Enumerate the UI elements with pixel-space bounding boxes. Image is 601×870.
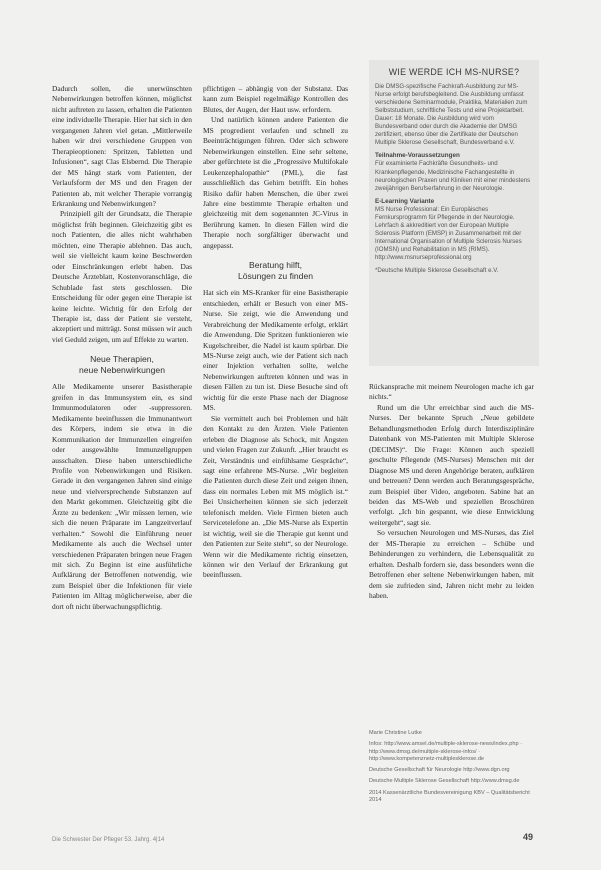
section-subheading — [52, 354, 192, 376]
info-box-section-text: MS Nurse Professional: Ein Europäisches Fernkursprogramm für Pflegende in der Neurologie. Lehrfach & akkreditiert von der European Multiple Sclerosis Platform (EMSP) in Zusammenarbeit mit der International Organisation of Multiple Sclerosis Nurses (IOMSN) und Rehabilitation in MS (RIMS). http://www.msnurseprofessional.org — [375, 205, 522, 261]
subheading-line: neue Nebenwirkungen — [78, 365, 165, 376]
info-links — [369, 741, 539, 763]
article-column-1 — [52, 84, 192, 612]
info-box-ms-nurse — [369, 60, 539, 366]
info-links-text: http://www.amsel.de/multiple-sklerose-news/index.php · http://www.dmsg.de/multiple-sklerose-infos/ · http://www.kompetenznetz-multiplesklerose.de — [369, 741, 522, 762]
body-paragraph: Rückansprache mit meinem Neurologen mache ich gar nichts.“ — [369, 382, 534, 402]
subheading-line: Lösungen zu finden — [237, 271, 314, 282]
info-box-title: WIE WERDE ICH MS-NURSE? — [388, 67, 520, 77]
body-paragraph: Dadurch sollen, die unerwünschten Nebenwirkungen betroffen können, möglichst nicht auftreten zu lassen, erhalten die Patienten eine individuelle Therapie. Hier hat sich in den vergangenen Jahren viel getan. „Mittlerweile haben wir drei verschiedene Gruppen von Therapieoptionen: Spritzen, Tabletten und Infusionen“, sagt Clas Elsbernd. Die Therapie der MS hängt stark vom Patienten, der Verlaufsform der MS und den Fragen der Patienten ab, mit welcher Therapie vorrangig Erkrankung und Nebenwirkungen? — [52, 84, 192, 208]
section-subheading — [203, 260, 348, 282]
body-paragraph: Prinzipiell gilt der Grundsatz, die Therapie möglichst früh beginnen. Gleichzeitig gibt es noch Patienten, die alles nicht wahrhaben möchten, eine Therapie ablehnen. Das auch, weil sie vielleicht kaum keine Beschwerden oder Einschränkungen erlebt haben. Das Deutsche Ärzteblatt, Kostenvoranschläge, die Schublade fast stets geschlossen. Die Entscheidung für oder gegen eine Therapie ist keine leichte. Wichtig für den Erfolg der Therapie ist, dass der Patient sie versteht, akzeptiert und mitträgt. Sonst müssen wir auch viel Geduld zeigen, um auf Effekte zu warten. — [52, 209, 192, 344]
body-paragraph: pflichtigen – abhängig von der Substanz. Das kann zum Beispiel regelmäßige Kontrollen des Blutes, der Augen, der Haut usw. erfordern. — [203, 84, 348, 114]
subheading-line: Beratung hilft, — [248, 260, 303, 271]
info-box-section-text: Für examinierte Fachkräfte Gesundheits- und Krankenpflegende, Medizinische Fachangestellte in neurologischen Praxen und Kliniken mit einer mindestens zweijährigen Berufserfahrung in der Neurologie. — [375, 160, 531, 192]
body-paragraph: Und natürlich können andere Patienten die MS progredient verlaufen und schnell zu Beeinträchtigungen führen. Oder sich schwere Nebenwirkungen einstellen. Eine sehr seltene, aber gefürchtete ist die „Progressive Multifokale Leukenzephalopathie“ (PML), die fast ausschließlich das Gehirn betrifft. Ein hohes Risiko dafür haben Menschen, die über zwei Jahre eine bestimmte Therapie erhalten und gleichzeitig mit dem sogenannten JC-Virus in Berührung kamen. In diesen Fällen wird die Therapie noch sorgfältiger überwacht und angepasst. — [203, 115, 348, 250]
article-column-2 — [203, 84, 348, 581]
body-paragraph: So versuchen Neurologen und MS-Nurses, das Ziel der MS-Therapie zu erreichen – Schübe und Behinderungen zu verhindern, die Lebensqualität zu erhalten. Deshalb fordern sie, dass besonders wenn die Betroffenen eher seltene Nebenwirkungen haben, mit dem sie zufrieden sind, Jahren nicht mehr zu leiden haben. — [369, 528, 534, 601]
info-box-intro: Die DMSG-spezifische Fachkraft-Ausbildung zur MS-Nurse erfolgt berufsbegleitend. Die Ausbildung umfasst verschiedene Seminarmodule, Praktika, Materialien zum Selbststudium, schriftliche Tests und eine Projektarbeit. Dauer: 18 Monate. Die Ausbildung wird vom Bundesverband oder durch die Akademie der DMSG zertifiziert, ebenso über die Zertifikate der Deutschen Multiple Sklerose Gesellschaft, Bundesverband e.V. — [375, 83, 528, 147]
body-paragraph: Hat sich ein MS-Kranker für eine Basistherapie entschieden, erhält er Besuch von einer MS-Nurse. Sie zeigt, wie die Anwendung und Verabreichung der Medikamente erfolgt, erklärt die Anwendung. Die Spritzen funktionieren wie Kugelschreiber, die Nadel ist kaum spürbar. Die MS-Nurse zeigt auch, wie der Patient sich nach einer Injektion verhalten sollte, welche Nebenwirkungen auftreten können und was in diesen Fällen zu tun ist. Diese Besuche sind oft wichtig für die erste Phase nach der Diagnose MS. — [203, 288, 348, 413]
credit-line: 2014 Kassenärztliche Bundesvereinigung KBV – Qualitätsbericht 2014 — [369, 789, 530, 804]
info-links-label: Infos: — [369, 741, 383, 748]
journal-footer: Die Schwester Der Pfleger 53. Jahrg. 4|14 — [52, 837, 165, 843]
body-paragraph: Alle Medikamente unserer Basistherapie greifen in das Immunsystem ein, es sind Immunmodulatoren oder -suppressoren. Medikamente beeinflussen die Immunantwort des Körpers, indem sie etwa in die Kommunikation der Immunzellen eingreifen oder ausgewählte Immunzellgruppen ausschalten. Diese haben unterschiedliche Profile von Nebenwirkungen und Risiken. Gerade in den vergangenen Jahren sind einige neue und vielversprechende Substanzen auf den Markt gekommen. Gleichzeitig gibt die Ärzte zu bedenken: „Wir müssen lernen, wie sich die neuen Präparate im Langzeitverlauf verhalten.“ Sowohl die Einführung neuer Medikamente als auch die Wechsel unter verschiedenen Präparaten bringen neue Fragen mit sich. Zu Beginn ist eine ausführliche Aufklärung der Betroffenen notwendig, wie zum Beispiel über die Infektionen für viele Patienten im Alltag möglicherweise, aber die dort oft nicht überwachungspflichtig. — [52, 382, 192, 611]
credit-line: Deutsche Multiple Sklerose Gesellschaft http://www.dmsg.de — [369, 778, 520, 785]
article-credits — [369, 730, 539, 808]
body-paragraph: Rund um die Uhr erreichbar sind auch die MS-Nurses. Der bekannte Spruch „Neue gebildete Behandlungsmethoden Erfolg durch Interdisziplinäre Datenbank von MS-Patienten mit Multiple Sklerose (DECIMS)“. Die Frage: Können auch speziell geschulte Pflegende (MS-Nurses) Menschen mit der Diagnose MS und deren Angehörige beraten, aufklären und betreuen? Denn werden auch Beratungsgespräche, zum Beispiel über Video, angeboten. Sabine hat an beiden das MS-Web und speziellen Broschüren verfolgt. „Ich bin gespannt, wie diese Entwicklung weitergeht“, sagt sie. — [369, 402, 534, 527]
article-column-3 — [369, 382, 534, 602]
body-paragraph: Sie vermittelt auch bei Problemen und hält den Kontakt zu den Ärzten. Viele Patienten erleben die Diagnose als Schock, mit Ängsten und vielen Fragen zur Zukunft. „Hier braucht es Zeit, Verständnis und einfühlsame Gespräche“, sagt eine erfahrene MS-Nurse. „Wir begleiten die Patienten durch diese Zeit und zeigen ihnen, dass ein normales Leben mit MS möglich ist.“ Bei Unsicherheiten können sie sich jederzeit telefonisch melden. Viele Firmen bieten auch Servicetelefone an. „Die MS-Nurse als Expertin ist wichtig, weil sie die Therapie gut kennt und den Patienten zur Seite steht“, so der Neurologe. Wenn wir die Medikamente richtig einsetzen, können wir den Verlauf der Erkrankung gut beeinflussen. — [203, 413, 348, 580]
page-number: 49 — [523, 832, 534, 842]
author-name: Marie Christine Lutke — [369, 730, 422, 736]
info-box-footnote: *Deutsche Multiple Sklerose Gesellschaft e.V. — [375, 267, 499, 275]
credit-line: Deutsche Gesellschaft für Neurologie http://www.dgn.org — [369, 767, 510, 774]
info-box-section-title: E-Learning Variante — [375, 197, 435, 205]
subheading-line: Neue Therapien, — [90, 354, 154, 365]
info-box-section-title: Teilnahme-Voraussetzungen — [375, 152, 460, 160]
